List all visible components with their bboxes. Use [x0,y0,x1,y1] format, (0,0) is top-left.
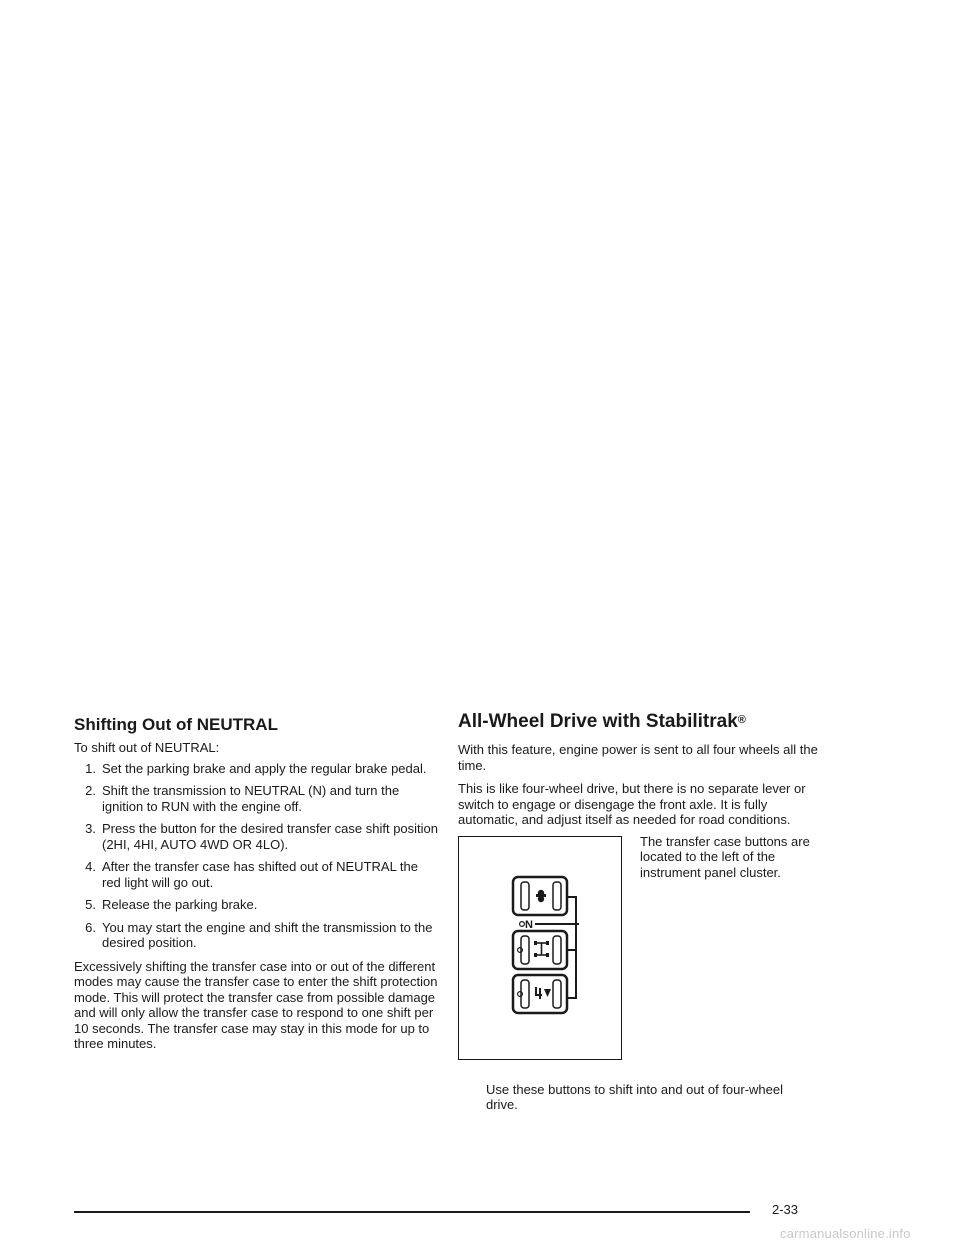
step-text: After the transfer case has shifted out of NEUTRAL the red light will go out. [102,859,419,890]
awd-paragraph-1: With this feature, engine power is sent to all four wheels all the time. [458,742,818,773]
list-item [74,821,438,852]
left-column [74,714,438,1052]
transfer-case-buttons-illustration [459,837,623,1061]
list-item [74,859,438,890]
figure-caption-side: The transfer case buttons are located to the left of the instrument panel cluster. [640,833,810,880]
neutral-label: N [525,918,533,931]
section-heading-awd [458,710,828,734]
button-bracket [567,897,576,998]
step-text: Press the button for the desired transfer case shift position (2HI, 4HI, AUTO 4WD OR 4LO). [102,821,439,852]
indicator-on-icon [520,921,525,926]
step-text: Set the parking brake and apply the regular brake pedal. [102,760,427,776]
step-text: Shift the transmission to NEUTRAL (N) and turn the ignition to RUN with the engine off. [102,783,400,814]
page-number: 2-33 [772,1202,799,1217]
step-number: 1. [85,760,96,776]
list-item [74,783,438,814]
awd-paragraph-2: This is like four-wheel drive, but there is no separate lever or switch to engage or disengage the front axle. It is fully automatic, and adjust itself as needed for road conditions. [458,781,806,827]
step-text: You may start the engine and shift the transmission to the desired position. [102,919,433,950]
registered-mark: ® [737,714,746,726]
step-number: 2. [85,783,96,798]
step-number: 5. [85,897,96,912]
list-item [74,897,438,913]
heading-text: All-Wheel Drive with Stabilitrak [458,711,738,732]
step-number: 6. [85,919,96,935]
step-text: Release the parking brake. [102,897,258,912]
figure-row [458,833,828,1112]
steps-list [74,761,438,951]
list-item [74,920,438,951]
shift-protection-paragraph: Excessively shifting the transfer case into or out of the different modes may cause the transfer case to enter the shift protection mode. This will protect the transfer case from possible damage and will only allow the transfer case to respond to one shift per 10 seconds. The transfer case may stay in this mode for up to three minutes. [74,958,438,1051]
footer-rule [74,1211,750,1213]
transfer-case-buttons-figure [458,836,622,1060]
section-heading-neutral: Shifting Out of NEUTRAL [74,715,278,734]
figure-caption-below: Use these buttons to shift into and out of four-wheel drive. [486,1081,784,1112]
watermark: carmanualsonline.info [780,1226,911,1241]
right-column [458,711,828,1112]
step-number: 4. [85,859,96,874]
list-item [74,761,438,777]
step-number: 3. [85,821,96,836]
intro-text: To shift out of NEUTRAL: [74,740,220,755]
